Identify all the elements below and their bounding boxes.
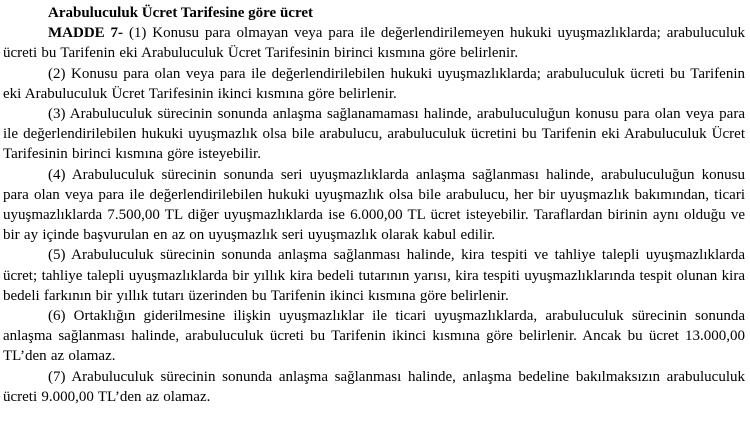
article-clause-2: (2) Konusu para olan veya para ile değerlendirilebilen hukuki uyuşmazlıklarda; arabuluculuk ücreti bu Tarifenin eki Arabuluculuk Ücret Tarifesinin ikinci kısmına göre belirlenir. — [3, 65, 745, 102]
clause-1-text: (1) Konusu para olmayan veya para ile değerlendirilemeyen hukuki uyuşmazlıklarda; arabuluculuk ücreti bu Tarifenin eki Arabuluculuk Ücret Tarifesinin birinci kısmına göre belirlenir. — [3, 25, 746, 62]
article-clause-6: (6) Ortaklığın giderilmesine ilişkin uyuşmazlıklar ile ticari uyuşmazlıklarda, arabuluculuk sürecinin sonunda anlaşma sağlanması halinde, arabuluculuk ücreti bu Tarifenin ikinci kısmına göre belirlenir. Ancak bu ücret 13.000,00 TL’den az olamaz. — [3, 308, 745, 365]
article-clause-7: (7) Arabuluculuk sürecinin sonunda anlaşma sağlanması halinde, anlaşma bedeline bakılmaksızın arabuluculuk ücreti 9.000,00 TL’den az olamaz. — [3, 368, 745, 405]
article-clause-5: (5) Arabuluculuk sürecinin sonunda anlaşma sağlanması halinde, kira tespiti ve tahliye talepli uyuşmazlıklarda ücret; tahliye talepli uyuşmazlıklarda bir yıllık kira bedeli tutarının yarısı, kira tespiti uyuşmazlıklarında tespit olunan kira bedeli farkının bir yıllık tutarı üzerinden bu Tarifenin ikinci kısmına göre belirlenir. — [3, 247, 745, 304]
article-clause-1 — [3, 23, 745, 63]
article-clause-3: (3) Arabuluculuk sürecinin sonunda anlaşma sağlanamaması halinde, arabuluculuğun konusu para olan veya para ile değerlendirilebilen hukuki uyuşmazlık olsa bile arabulucu, arabuluculuk ücretini bu Tarifenin eki Arabuluculuk Ücret Tarifesinin birinci kısmına göre isteyebilir. — [3, 106, 745, 163]
document-title: Arabuluculuk Ücret Tarifesine göre ücret — [48, 5, 313, 21]
article-number-label: MADDE 7- — [48, 25, 124, 42]
article-clause-4: (4) Arabuluculuk sürecinin sonunda seri uyuşmazlıklarda anlaşma sağlanması halinde, arabuluculuğun konusu para olan veya para ile değerlendirilebilen hukuki uyuşmazlık olsa bile arabulucu, her bir uyuşmazlık bakımından, ticari uyuşmazlıklarda 7.500,00 TL diğer uyuşmazlıklarda ise 6.000,00 TL ücret isteyebilir. Taraflardan birinin aynı olduğu ve bir ay içinde başvurulan en az on uyuşmazlık seri uyuşmazlık olarak kabul edilir. — [3, 166, 745, 244]
